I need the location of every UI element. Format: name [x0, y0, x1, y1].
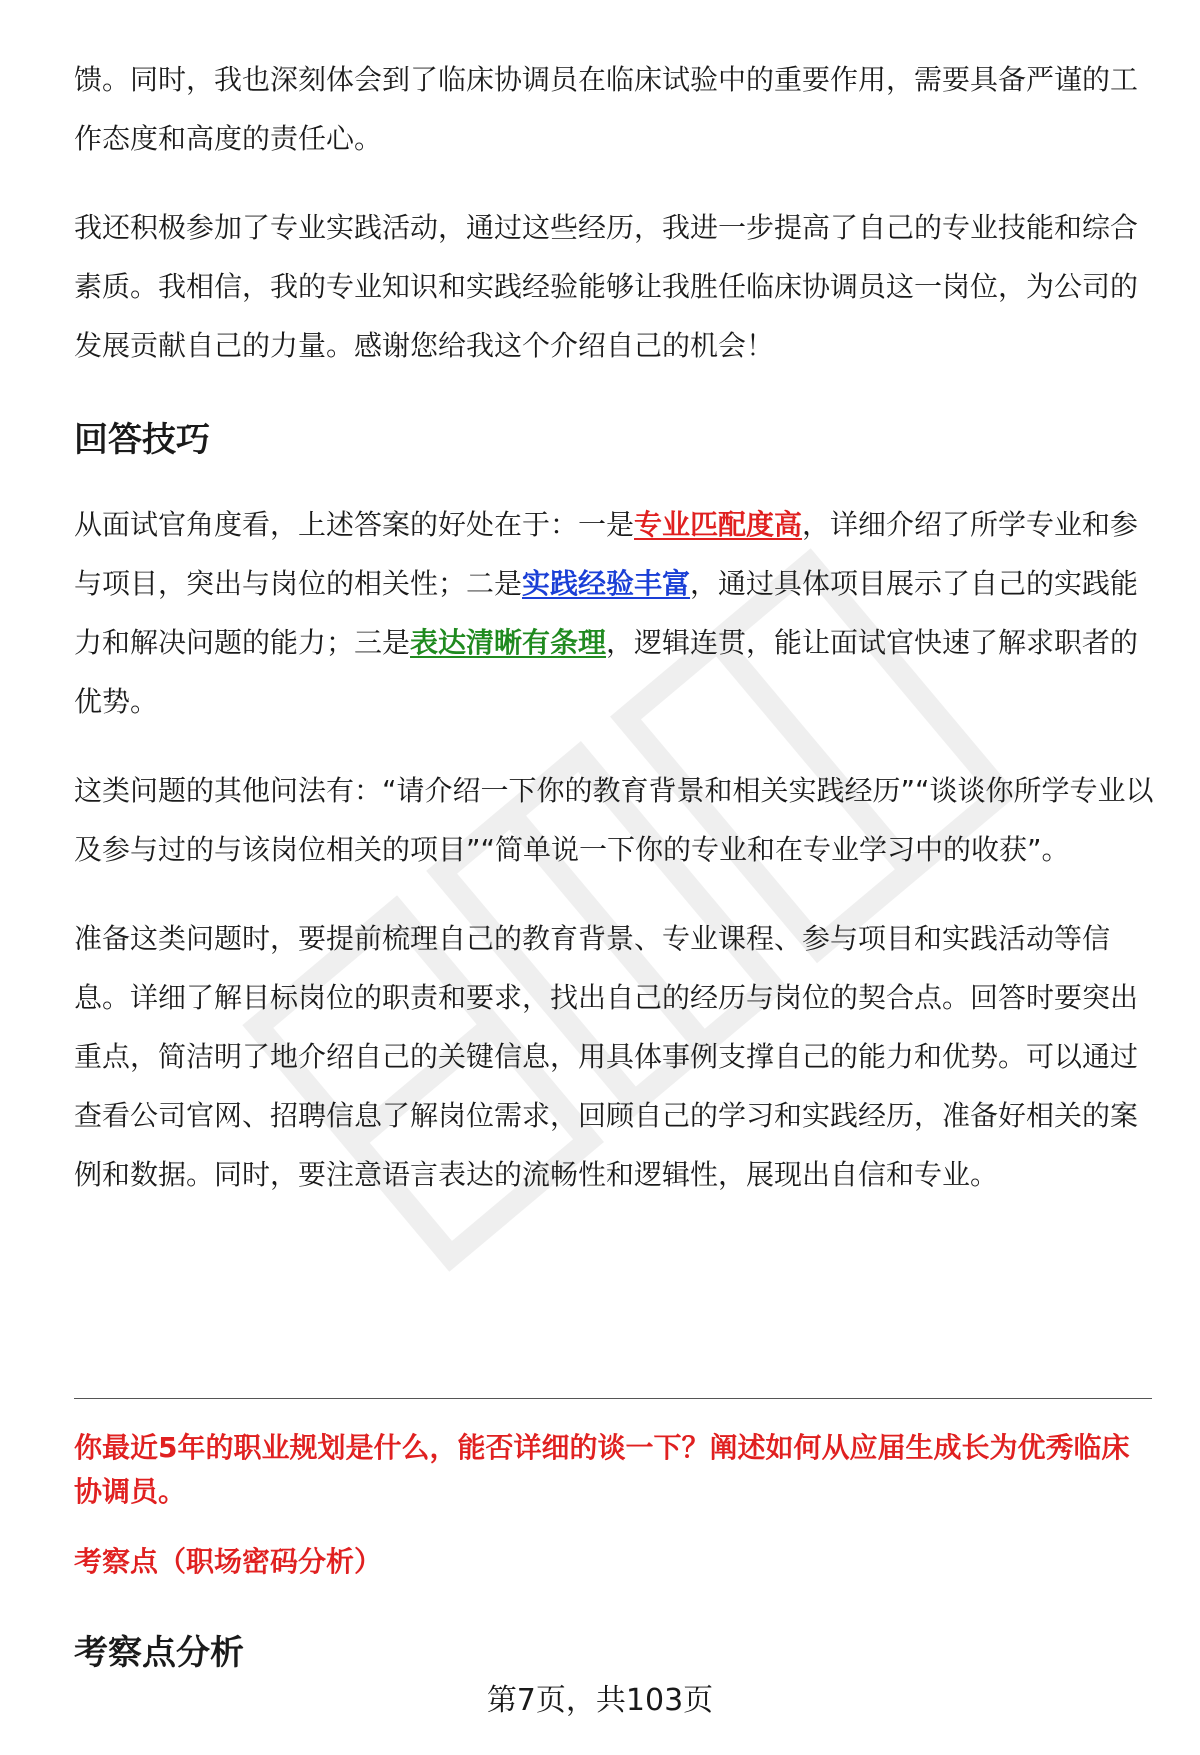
- focus-point-label: 考察点（职场密码分析）: [74, 1545, 383, 1578]
- text-segment: ，通过具体项目展示了自己的实践能力和解决问题的能力；三是: [74, 567, 1139, 659]
- paragraph-practice: 我还积极参加了专业实践活动，通过这些经历，我进一步提高了自己的专业技能和综合素质。我相信，我的专业知识和实践经验能够让我胜任临床协调员这一岗位，为公司的发展贡献自己的力量。感谢您给我这个介绍自己的机会！: [74, 211, 1139, 362]
- paragraph-advantages: [74, 495, 1154, 731]
- highlight-professional-match: 专业匹配度高: [634, 508, 803, 541]
- highlight-practical-experience: 实践经验丰富: [522, 567, 691, 600]
- paragraph-preparation: 准备这类问题时，要提前梳理自己的教育背景、专业课程、参与项目和实践活动等信息。详细了解目标岗位的职责和要求，找出自己的经历与岗位的契合点。回答时要突出重点，简洁明了地介绍自己的关键信息，用具体事例支撑自己的能力和优势。可以通过查看公司官网、招聘信息了解岗位需求，回顾自己的学习和实践经历，准备好相关的案例和数据。同时，要注意语言表达的流畅性和逻辑性，展现出自信和专业。: [74, 922, 1139, 1191]
- next-question-title: 你最近5年的职业规划是什么，能否详细的谈一下？阐述如何从应届生成长为优秀临床协调员。: [74, 1431, 1130, 1508]
- analysis-heading: 考察点分析: [74, 1633, 244, 1673]
- page-number-footer: 第7页，共103页: [486, 1683, 714, 1718]
- text-segment: 从面试官角度看，上述答案的好处在于：一是: [74, 508, 635, 541]
- section-heading-tips: 回答技巧: [74, 420, 210, 460]
- highlight-clear-expression: 表达清晰有条理: [410, 626, 607, 659]
- paragraph-alternate-questions: 这类问题的其他问法有：“请介绍一下你的教育背景和相关实践经历”“谈谈你所学专业以及参与过的与该岗位相关的项目”“简单说一下你的专业和在专业学习中的收获”。: [74, 774, 1154, 866]
- section-divider: [74, 1398, 1152, 1399]
- document-body: [74, 50, 1154, 1204]
- text-segment: ，详细介绍了所学专业和参与项目，突出与岗位的相关性；二是: [74, 508, 1139, 600]
- text-segment: ，逻辑连贯，能让面试官快速了解求职者的优势。: [74, 626, 1139, 718]
- paragraph-continuation: 馈。同时，我也深刻体会到了临床协调员在临床试验中的重要作用，需要具备严谨的工作态度和高度的责任心。: [74, 63, 1139, 155]
